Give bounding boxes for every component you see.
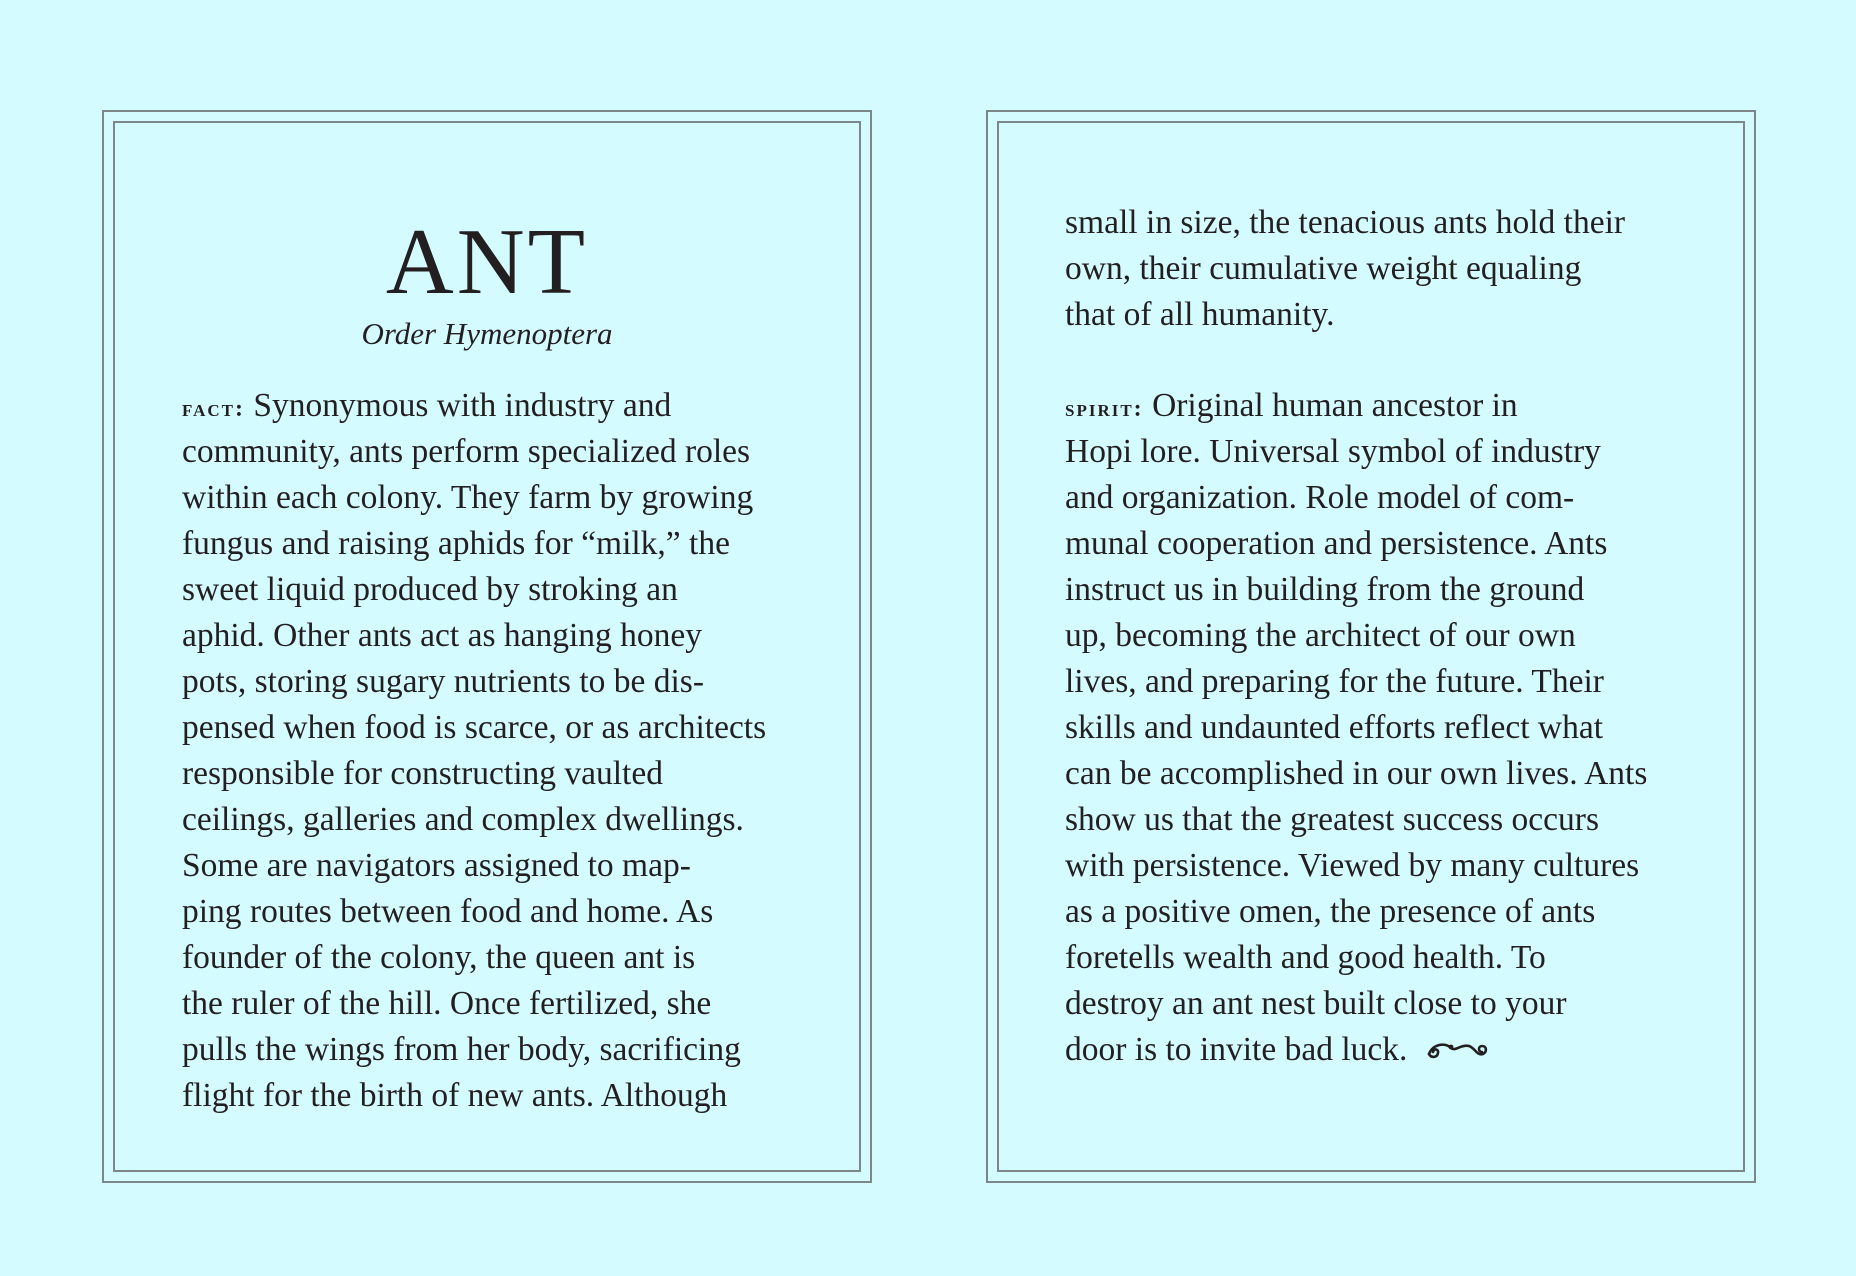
spirit-line: instruct us in building from the ground [1065,571,1585,608]
fact-continuation-paragraph [1065,200,1625,338]
flourish-ornament-icon [1425,1029,1491,1075]
spirit-line: foretells wealth and good health. To [1065,939,1546,976]
fact-line: fungus and raising aphids for “milk,” the [182,525,730,562]
fact-line: Some are navigators assigned to map- [182,847,691,884]
fact-line: fact: Synonymous with industry and [182,387,672,424]
fact-line: pulls the wings from her body, sacrificing [182,1031,741,1068]
continuation-line: small in size, the tenacious ants hold their [1065,204,1626,241]
spirit-line: as a positive omen, the presence of ants [1065,893,1596,930]
spirit-line: up, becoming the architect of our own [1065,617,1576,654]
spirit-paragraph [1065,383,1647,1073]
page-subtitle: Order Hymenoptera [361,316,613,351]
spirit-line: lives, and preparing for the future. Their [1065,663,1604,700]
spirit-line: skills and undaunted efforts reflect what [1065,709,1604,746]
spirit-line: with persistence. Viewed by many cultures [1065,847,1640,884]
spirit-line: and organization. Role model of com- [1065,479,1575,516]
right-page [928,0,1856,1276]
fact-line: founder of the colony, the queen ant is [182,939,696,976]
spirit-line: spirit: Original human ancestor in [1065,387,1518,424]
fact-line: the ruler of the hill. Once fertilized, she [182,985,712,1022]
fact-paragraph [182,383,766,1119]
continuation-line: own, their cumulative weight equaling [1065,250,1582,287]
fact-line: community, ants perform specialized roles [182,433,751,470]
fact-line: flight for the birth of new ants. Although [182,1077,728,1114]
spirit-line: show us that the greatest success occurs [1065,801,1599,838]
spirit-line: door is to invite bad luck. [1065,1027,1647,1073]
fact-line: aphid. Other ants act as hanging honey [182,617,703,654]
spirit-line: destroy an ant nest built close to your [1065,985,1567,1022]
fact-line: pensed when food is scarce, or as architects [182,709,767,746]
spirit-line: can be accomplished in our own lives. Ants [1065,755,1648,792]
fact-line: sweet liquid produced by stroking an [182,571,678,608]
fact-line: within each colony. They farm by growing [182,479,754,516]
continuation-line: that of all humanity. [1065,296,1335,333]
spirit-line: munal cooperation and persistence. Ants [1065,525,1608,562]
fact-line: ceilings, galleries and complex dwellings. [182,801,744,838]
page-title: ANT [385,210,589,314]
fact-line: ping routes between food and home. As [182,893,714,930]
fact-line: pots, storing sugary nutrients to be dis- [182,663,704,700]
fact-line: responsible for constructing vaulted [182,755,663,792]
spirit-line: Hopi lore. Universal symbol of industry [1065,433,1601,470]
fact-label: fact: [182,396,246,422]
spirit-label: spirit: [1065,396,1144,422]
